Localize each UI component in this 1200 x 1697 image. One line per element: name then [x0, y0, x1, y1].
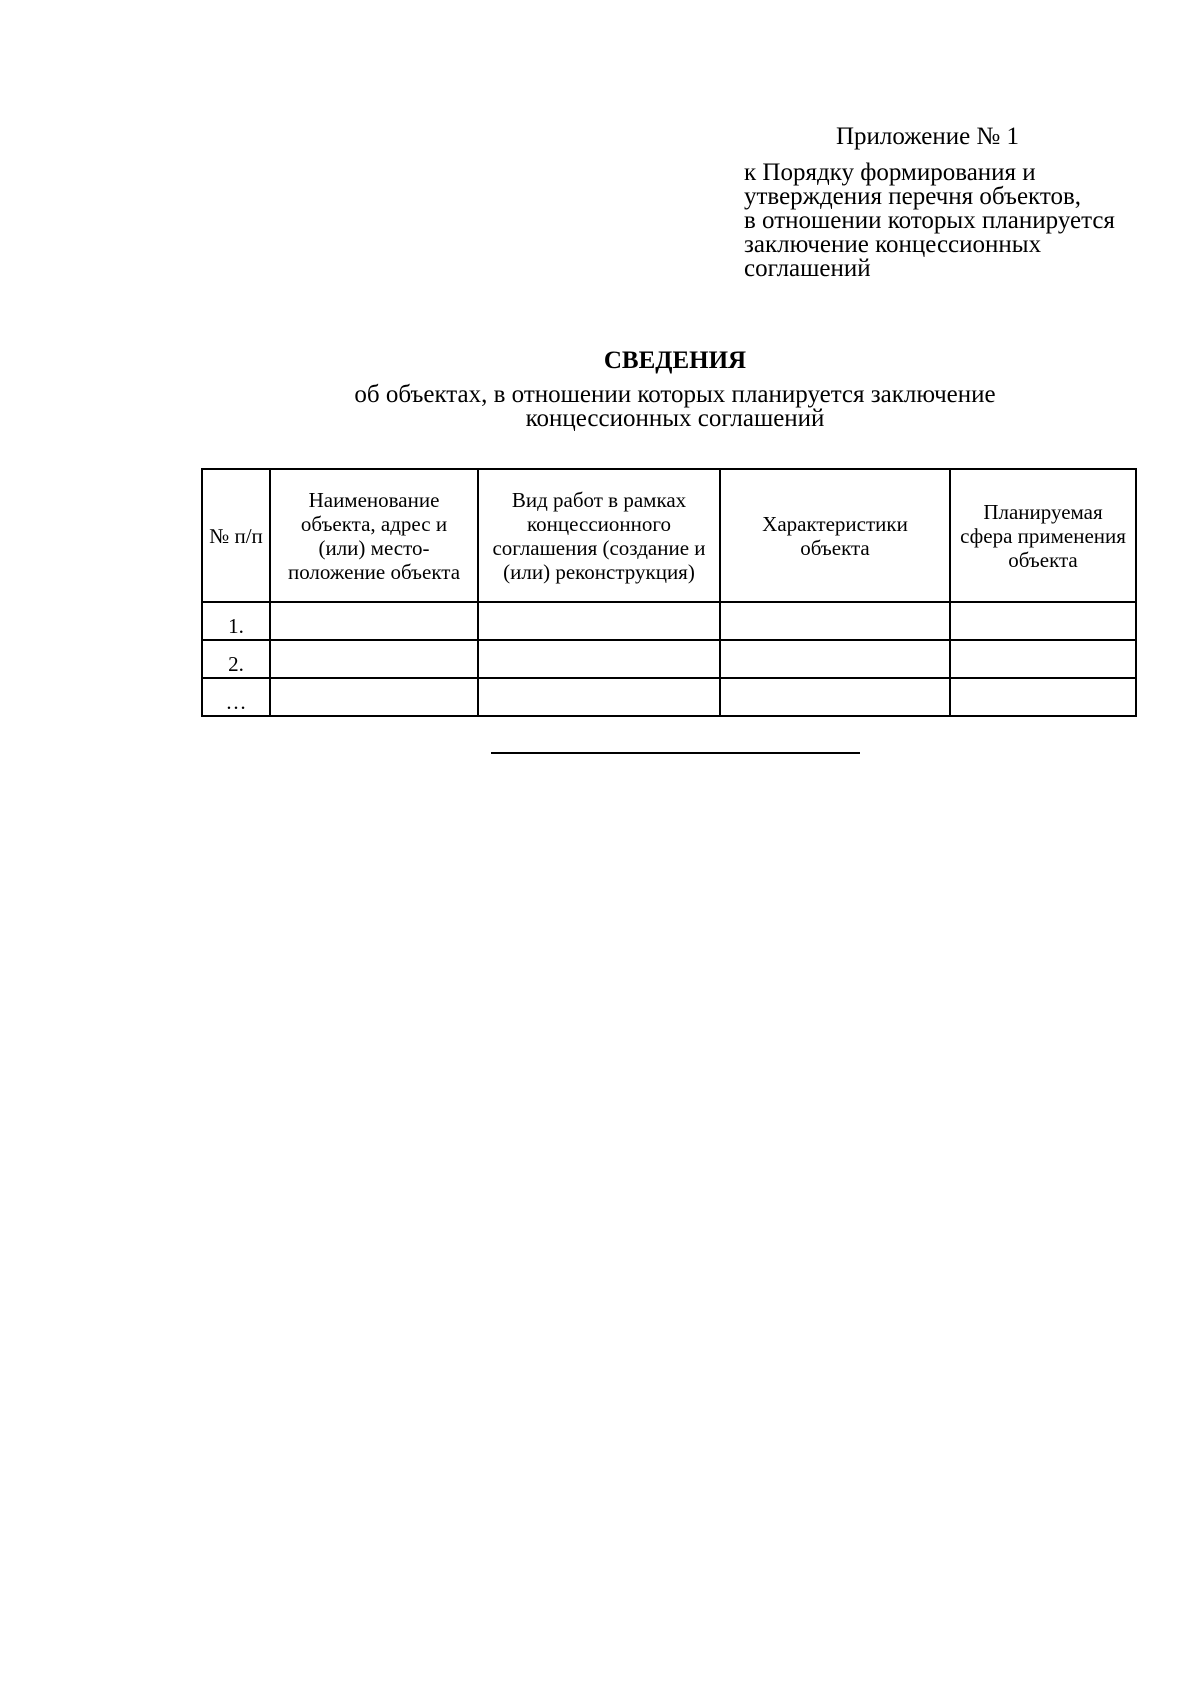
table-cell [270, 640, 478, 678]
table-cell [478, 602, 720, 640]
appendix-subtitle-line: в отношении которых планируется [744, 207, 1115, 234]
appendix-title: Приложение № 1 [836, 123, 1020, 150]
table-header-row [202, 469, 1136, 602]
table-row [202, 640, 1136, 678]
table-cell [950, 602, 1136, 640]
bottom-divider [491, 752, 860, 754]
document-subtitle-line: об объектах, в отношении которых планируется заключение [354, 381, 996, 408]
table-cell [950, 640, 1136, 678]
table-cell [950, 678, 1136, 716]
header-object-name: Наименование объекта, адрес и (или) место-положение объекта [270, 469, 478, 602]
table-cell [720, 678, 950, 716]
header-number: № п/п [202, 469, 270, 602]
header-work-type: Вид работ в рамках концессионного соглашения (создание и (или) реконструкция) [478, 469, 720, 602]
table-cell [478, 678, 720, 716]
objects-table [201, 468, 1137, 717]
appendix-subtitle [744, 161, 1115, 281]
header-characteristics: Характеристики объекта [720, 469, 950, 602]
table-cell [720, 602, 950, 640]
table-cell [720, 640, 950, 678]
document-subtitle [0, 383, 1200, 431]
document-title: СВЕДЕНИЯ [603, 347, 747, 374]
table-cell-number: 2. [202, 640, 270, 678]
header-application-scope: Планируемая сфера применения объекта [950, 469, 1136, 602]
table-cell-number: 1. [202, 602, 270, 640]
document-subtitle-line: концессионных соглашений [525, 405, 825, 432]
table-row [202, 678, 1136, 716]
appendix-subtitle-line: заключение концессионных [744, 231, 1042, 258]
appendix-subtitle-line: утверждения перечня объектов, [744, 183, 1082, 210]
table-cell [478, 640, 720, 678]
appendix-subtitle-line: к Порядку формирования и [744, 159, 1036, 186]
table-cell [270, 602, 478, 640]
table-cell-number: … [202, 678, 270, 716]
table-row [202, 602, 1136, 640]
table-cell [270, 678, 478, 716]
appendix-subtitle-line: соглашений [744, 255, 871, 282]
